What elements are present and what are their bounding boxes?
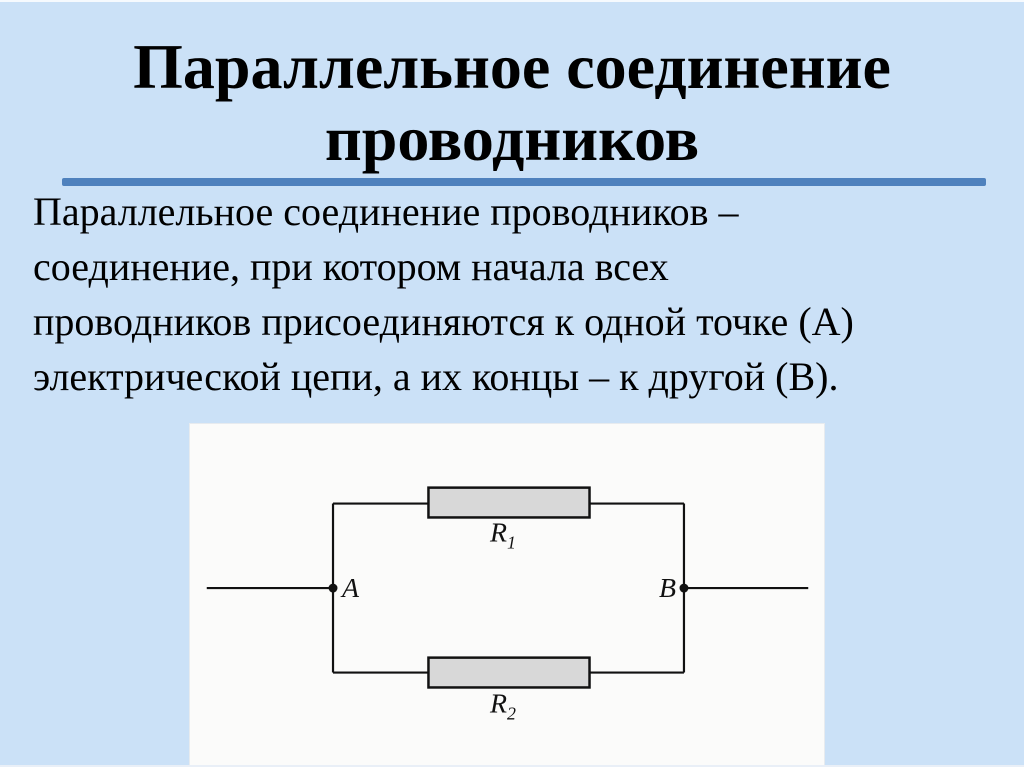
resistor-r1 — [428, 488, 589, 518]
resistor-r2-subscript: 2 — [507, 703, 516, 724]
resistor-r1-subscript: 1 — [507, 532, 516, 553]
definition-line-3: проводников присоединяются к одной точке (А) — [33, 299, 854, 344]
resistor-r2 — [428, 658, 589, 688]
node-b-label: B — [659, 572, 677, 604]
node-a-dot — [329, 584, 338, 593]
slide-top-edge — [0, 0, 1024, 2]
page-title-line-2: проводников — [324, 103, 700, 174]
page-title — [0, 31, 1024, 175]
parallel-circuit-diagram — [190, 424, 824, 766]
resistor-r1-letter: R — [490, 517, 508, 549]
circuit-wires — [207, 504, 808, 673]
resistor-r2-label — [489, 688, 516, 723]
resistor-r2-letter: R — [490, 688, 508, 720]
resistor-r1-label — [489, 517, 516, 552]
definition-line-2: соединение, при котором начала всех — [33, 244, 669, 289]
definition-line-1: Параллельное соединение проводников – — [33, 189, 739, 234]
circuit-diagram-panel — [189, 423, 825, 767]
node-b-dot — [679, 584, 688, 593]
definition-line-4: электрической цепи, а их концы – к другой (В). — [33, 354, 839, 399]
definition-text — [33, 184, 1013, 404]
node-a-label: A — [341, 572, 359, 604]
page-title-line-1: Параллельное соединение — [133, 31, 891, 102]
